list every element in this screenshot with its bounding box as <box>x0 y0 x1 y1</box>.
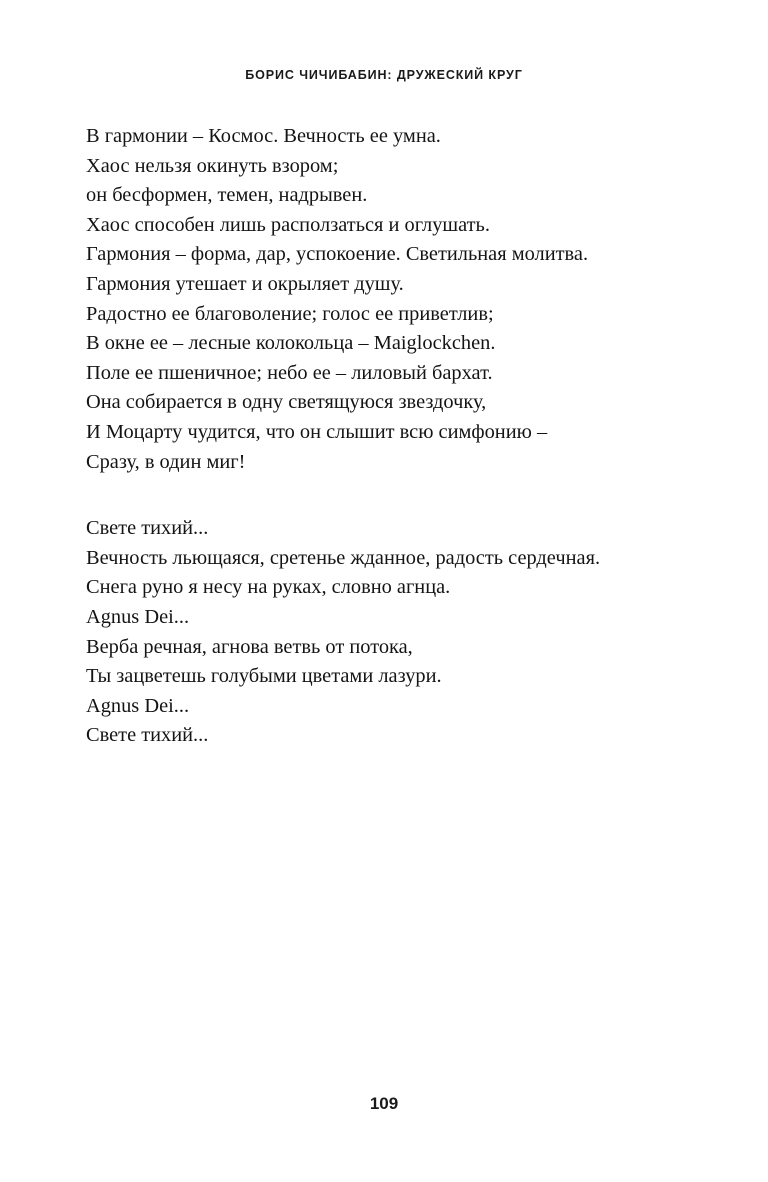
running-head: БОРИС ЧИЧИБАБИН: ДРУЖЕСКИЙ КРУГ <box>245 68 523 82</box>
poem-line: Ты зацветешь голубыми цветами лазури. <box>86 665 442 688</box>
poem-line: Радостно ее благоволение; голос ее приветлив; <box>86 302 494 325</box>
poem-line: Гармония – форма, дар, успокоение. Светильная молитва. <box>86 243 589 266</box>
poem-line: Поле ее пшеничное; небо ее – лиловый бархат. <box>86 361 493 384</box>
poem-line: Верба речная, агнова ветвь от потока, <box>86 635 413 658</box>
poem-line: Свете тихий... <box>86 517 209 540</box>
poem-line: Она собирается в одну светящуюся звездочку, <box>86 391 487 414</box>
poem-line: Хаос способен лишь расползаться и оглушать. <box>86 213 490 236</box>
page-number: 109 <box>369 1094 399 1113</box>
poem-line: Снега руно я несу на руках, словно агнца. <box>86 576 451 599</box>
poem-line: И Моцарту чудится, что он слышит всю симфонию – <box>86 420 548 443</box>
poem-line: Сразу, в один миг! <box>86 450 246 473</box>
poem-line: В окне ее – лесные колокольца – Maiglockchen. <box>86 332 496 355</box>
poem-line: Agnus Dei... <box>86 694 190 717</box>
poem-line: Хаос нельзя окинуть взором; <box>86 154 339 177</box>
poem-line: Вечность льющаяся, сретенье жданное, радость сердечная. <box>86 546 601 569</box>
stanza <box>86 122 698 477</box>
poem-line: Agnus Dei... <box>86 605 190 628</box>
poem-body <box>86 122 698 752</box>
poem-line: Свете тихий... <box>86 724 209 747</box>
poem-line: Гармония утешает и окрыляет душу. <box>86 272 404 295</box>
stanza <box>86 514 698 751</box>
poem-line: он бесформен, темен, надрывен. <box>86 184 368 207</box>
poem-line: В гармонии – Космос. Вечность ее умна. <box>86 125 441 147</box>
